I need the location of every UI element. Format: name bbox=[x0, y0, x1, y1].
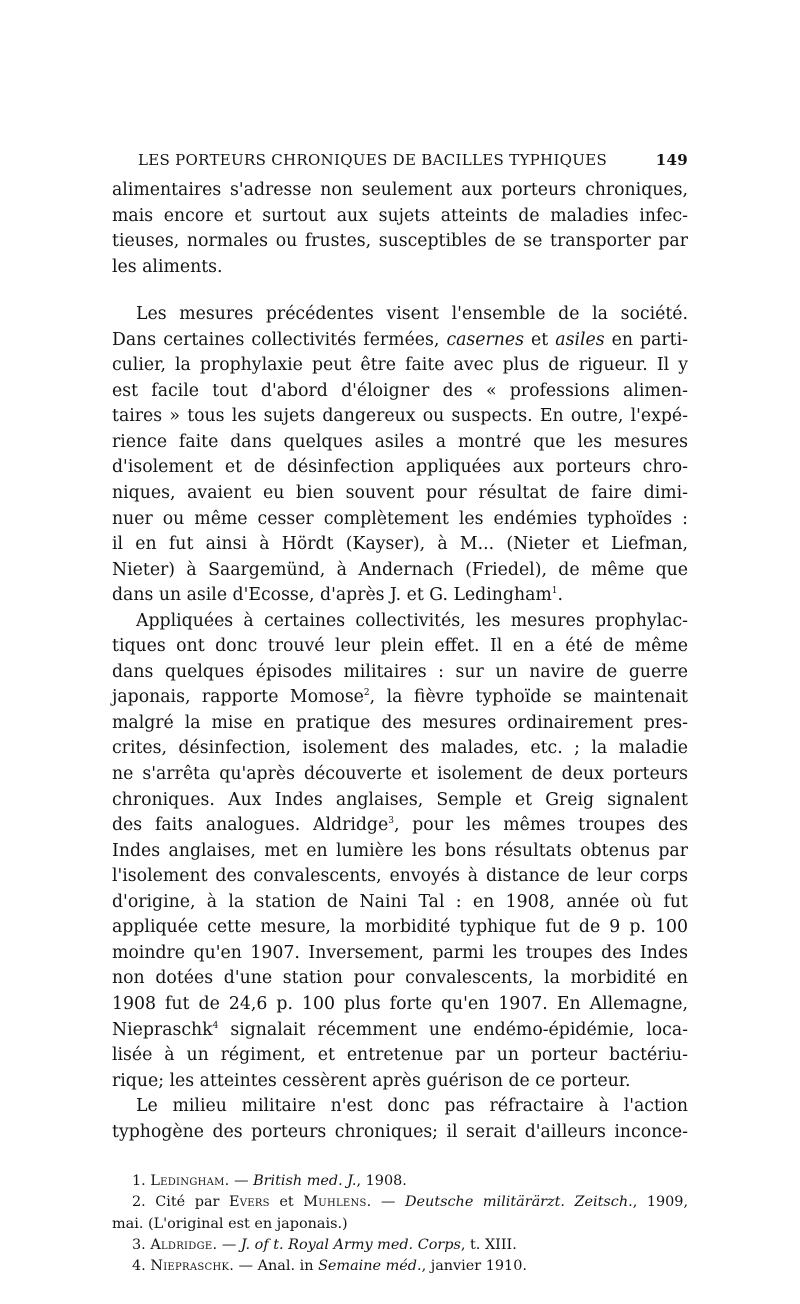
text-line: d'origine, à la station de Naini Tal : en 1908, année où fut bbox=[112, 891, 688, 912]
text-line: des faits analogues. Aldridge$^3$, pour les mêmes troupes des bbox=[112, 815, 688, 836]
term-asiles: asiles bbox=[555, 329, 605, 350]
text-line: malgré la mise en pratique des mesures ordinairement pres- bbox=[112, 712, 688, 733]
text-line: non dotées d'une station pour convalescents, la morbidité en bbox=[112, 968, 688, 989]
text-line: alimentaires s'adresse non seulement aux porteurs chroniques, bbox=[112, 180, 688, 200]
text-line: Le milieu militaire n'est donc pas réfractaire à l'action bbox=[136, 1096, 688, 1117]
footnote-1: 1. Ledingham. — British med. J., 1908. bbox=[132, 1173, 407, 1190]
text-line: il en fut ainsi à Hördt (Kayser), à M... (Nieter et Liefman, bbox=[112, 534, 688, 555]
text-line: culier, la prophylaxie peut être faite avec plus de rigueur. Il y bbox=[112, 355, 688, 376]
text-line: Indes anglaises, met en lumière les bons résultats obtenus par bbox=[112, 840, 688, 861]
footnote-ref-2: 2 bbox=[363, 688, 370, 699]
text-line: niques, avaient eu bien souvent pour résultat de faire dimi- bbox=[112, 483, 688, 504]
book-page bbox=[112, 150, 688, 1277]
paragraph-2 bbox=[112, 302, 688, 609]
text-line: rique; les atteintes cessèrent après guérison de ce porteur. bbox=[112, 1070, 631, 1091]
footnote-2: 2. Cité par Evers et Muhlens. — Deutsche militärärzt. Zeitsch., 1909, bbox=[132, 1194, 689, 1211]
footnote-ref-4: 4 bbox=[212, 1020, 219, 1031]
text-line: d'isolement et de désinfection appliquées aux porteurs chro- bbox=[112, 457, 688, 478]
paragraph-3 bbox=[112, 609, 688, 1094]
term-casernes: casernes bbox=[446, 329, 525, 350]
text-line: Appliquées à certaines collectivités, les mesures prophylac- bbox=[136, 610, 688, 631]
text-line: chroniques. Aux Indes anglaises, Semple et Greig signalent bbox=[112, 789, 688, 810]
footnote-ref-3: 3 bbox=[388, 816, 394, 827]
running-title: LES PORTEURS CHRONIQUES DE BACILLES TYPHIQUES bbox=[138, 151, 608, 169]
paragraph-1 bbox=[112, 178, 688, 280]
text-line: 1908 fut de 24,6 p. 100 plus forte qu'en 1907. En Allemagne, bbox=[112, 993, 688, 1014]
text-line: lisée à un régiment, et entretenue par un porteur bactériu- bbox=[112, 1045, 688, 1066]
text-line: l'isolement des convalescents, envoyés à distance de leur corps bbox=[112, 866, 688, 887]
text-line: Niepraschk$^4$ signalait récemment une endémo-épidémie, loca- bbox=[112, 1019, 688, 1040]
section-break bbox=[112, 280, 688, 302]
body-text bbox=[112, 178, 688, 1145]
text-line: appliquée cette mesure, la morbidité typhique fut de 9 p. 100 bbox=[112, 917, 688, 938]
text-line: dans un asile d'Ecosse, d'après J. et G. Ledingham$^1$. bbox=[112, 585, 563, 606]
text-line: crites, désinfection, isolement des malades, etc. ; la maladie bbox=[112, 738, 688, 759]
text-line: japonais, rapporte Momose$^2$, la fièvre typhoïde se maintenait bbox=[112, 687, 688, 708]
text-line: Nieter) à Saargemünd, à Andernach (Friedel), de même que bbox=[112, 559, 688, 580]
text-line: ne s'arrêta qu'après découverte et isolement de deux porteurs bbox=[112, 764, 688, 785]
text-line: mais encore et surtout aux sujets atteints de maladies infec- bbox=[112, 205, 688, 226]
paragraph-4 bbox=[112, 1094, 688, 1145]
page-number: 149 bbox=[655, 151, 688, 169]
footnote-ref-1: 1 bbox=[551, 586, 558, 597]
text-line: est facile tout d'abord d'éloigner des « professions alimen- bbox=[112, 380, 688, 401]
text-line: moindre qu'en 1907. Inversement, parmi les troupes des Indes bbox=[112, 942, 688, 963]
running-head bbox=[138, 150, 688, 170]
text-line: nuer ou même cesser complètement les endémies typhoïdes : bbox=[112, 508, 688, 529]
text-line: tiques ont donc trouvé leur plein effet. Il en a été de même bbox=[112, 636, 688, 657]
footnote-3: 3. Aldridge. — J. of t. Royal Army med. Corps, t. XIII. bbox=[132, 1236, 517, 1253]
footnote-4: 4. Niepraschk. — Anal. in Semaine méd., janvier 1910. bbox=[132, 1258, 527, 1275]
text-line: Dans certaines collectivités fermées, casernes et asiles en parti- bbox=[112, 329, 688, 350]
footnotes bbox=[112, 1171, 688, 1277]
text-line: dans quelques épisodes militaires : sur un navire de guerre bbox=[112, 661, 688, 682]
text-line: Les mesures précédentes visent l'ensemble de la société. bbox=[136, 304, 688, 325]
text-line: les aliments. bbox=[112, 256, 223, 277]
footnote-2-continued: mai. (L'original est en japonais.) bbox=[112, 1215, 348, 1232]
text-line: typhogène des porteurs chroniques; il serait d'ailleurs inconce- bbox=[112, 1121, 688, 1142]
text-line: taires » tous les sujets dangereux ou suspects. En outre, l'expé- bbox=[112, 406, 688, 427]
text-line: rience faite dans quelques asiles a montré que les mesures bbox=[112, 431, 688, 452]
text-line: tieuses, normales ou frustes, susceptibles de se transporter par bbox=[112, 231, 688, 252]
